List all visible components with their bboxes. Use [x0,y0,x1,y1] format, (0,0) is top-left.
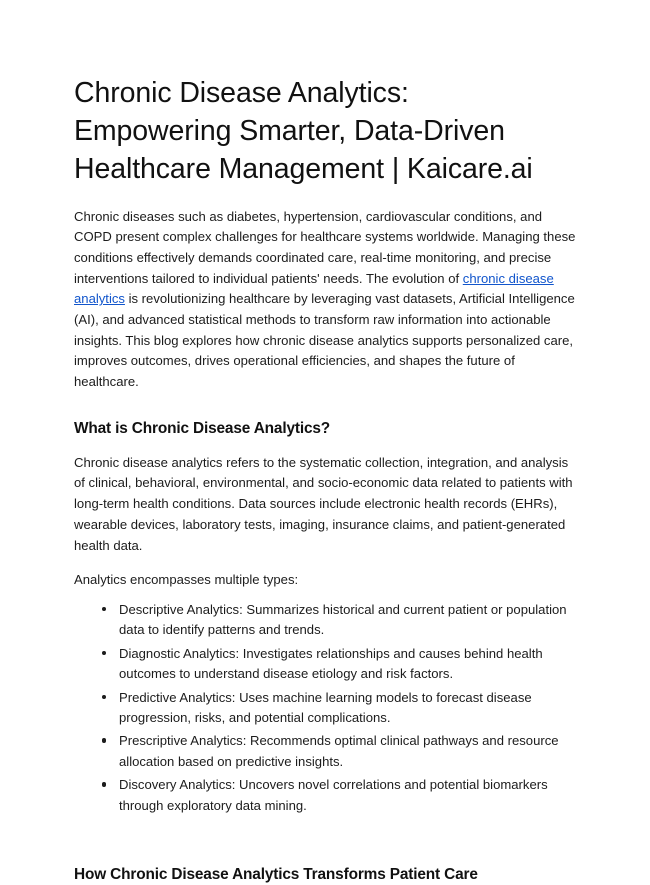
list-item [74,731,588,772]
list-item [74,688,588,729]
section-heading-transforms-patient-care: How Chronic Disease Analytics Transforms Patient Care [74,866,478,884]
page-title: Chronic Disease Analytics: Empowering Smarter, Data-Driven Healthcare Management | Kaicare.ai [74,77,533,186]
list-item-text: Discovery Analytics: Uncovers novel correlations and potential biomarkers through exploratory data mining. [119,777,548,813]
list-item [74,775,588,816]
bullet-icon [102,651,106,655]
intro-text-before-link: Chronic diseases such as diabetes, hypertension, cardiovascular conditions, and COPD present complex challenges for healthcare systems worldwide. Managing these conditions effectively demands coordinated care, real-time monitoring, and precise interventions tailored to individual patients' needs. The evolution of [74,208,576,286]
list-item [74,600,588,641]
analytics-types-list [74,600,588,816]
section-spacer [74,819,588,835]
bullet-icon [102,782,106,786]
section-paragraph-definition: Chronic disease analytics refers to the systematic collection, integration, and analysis of clinical, behavioral, environmental, and socio-economic data related to patients with long-term health conditions. Data sources include electronic health records (EHRs), wearable devices, laboratory tests, imaging, insurance claims, and patient-generated health data. [74,454,573,553]
bullet-icon [102,738,106,742]
chronic-disease-analytics-link[interactable]: chronic disease analytics [74,270,554,307]
bullet-icon [102,607,106,611]
list-item-text: Predictive Analytics: Uses machine learning models to forecast disease progression, risks, and potential complications. [119,689,532,725]
intro-text-after-link: is revolutionizing healthcare by leveraging vast datasets, Artificial Intelligence (AI), and advanced statistical methods to transform raw information into actionable insights. This blog explores how chronic disease analytics supports personalized care, improves outcomes, drives operational efficiencies, and shapes the future of healthcare. [74,291,575,390]
list-item-text: Descriptive Analytics: Summarizes historical and current patient or population data to identify patterns and trends. [119,601,567,638]
list-intro-text: Analytics encompasses multiple types: [74,572,299,588]
list-item-text: Diagnostic Analytics: Investigates relationships and causes behind health outcomes to understand disease etiology and risk factors. [119,645,543,682]
intro-paragraph [74,207,580,393]
list-item-text: Prescriptive Analytics: Recommends optimal clinical pathways and resource allocation based on predictive insights. [119,733,559,769]
section-heading-what-is: What is Chronic Disease Analytics? [74,419,331,437]
bullet-icon [102,695,106,699]
list-item [74,644,588,685]
